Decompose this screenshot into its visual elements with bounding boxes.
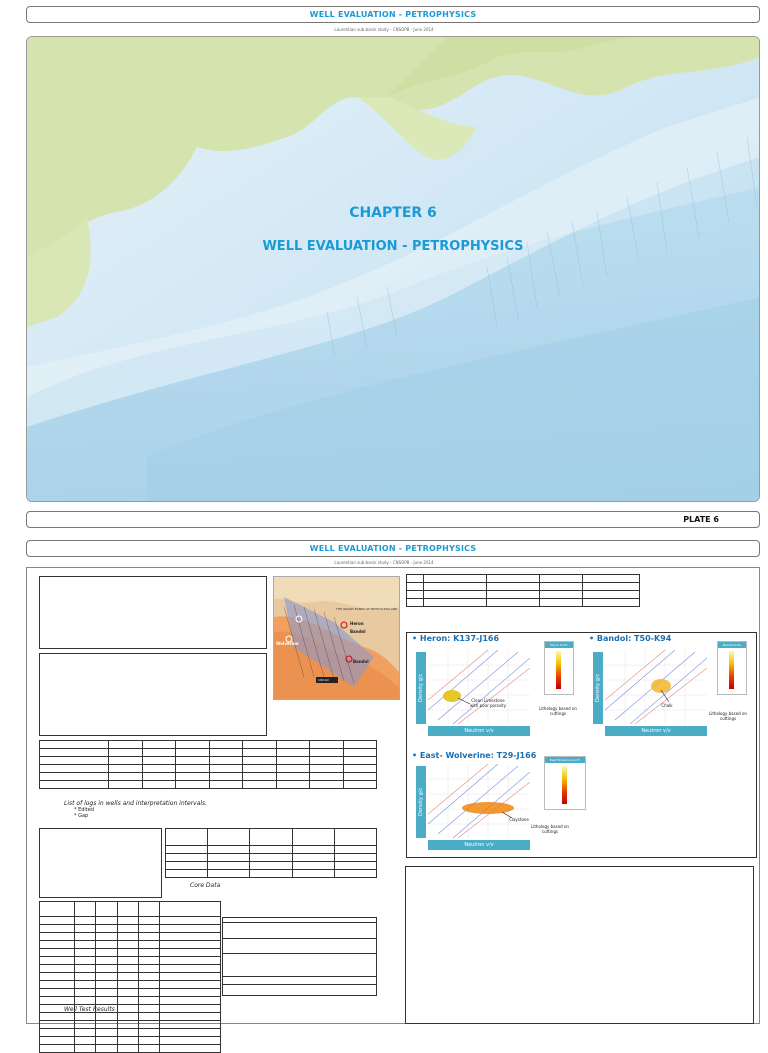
crossplot-wolverine-legend-title: East Wolverine G-37 [545,757,585,763]
table-row [40,997,221,1005]
core-table [165,828,377,878]
cover-map-graphic [27,37,760,502]
plate1-header-title: WELL EVALUATION - PETROPHYSICS [309,10,477,19]
crossplot-heron-cluster [443,690,461,702]
plate1-subtitle: Laurentian sub-basin study - CNSOPB - June 2014 [334,27,434,32]
crossplot-wolverine-note: Lithology based on cuttings [531,824,569,834]
map-place-wolverine: Wolverine [276,641,299,646]
table-row [223,985,377,996]
table-row [40,741,377,749]
table-row [40,933,221,941]
plate2-header-title: WELL EVALUATION - PETROPHYSICS [309,544,477,553]
crossplot-wolverine-title-text: East- Wolverine: T29-J166 [419,751,537,760]
crossplot-bandol-ylabel: Density g/c [593,652,603,724]
crossplot-heron-legend-title: Heron K137 [545,642,573,648]
chapter-title: WELL EVALUATION - PETROPHYSICS [262,239,524,254]
table-row [40,917,221,925]
crossplot-heron-colorbar [556,651,561,689]
core-text-box [39,828,162,898]
logs-note-edited: * Edited [74,807,95,813]
table-row [223,923,377,939]
map-place-heron: Heron [350,621,364,626]
table-row [166,862,377,870]
table-row [166,870,377,878]
crossplot-heron-note: Lithology based on cuttings [539,706,577,716]
core-caption: Core Data [190,882,221,889]
crossplot-bandol-title: • Bandol: T50-K94 [589,634,672,643]
crossplot-heron-annotation: Clean Limestone with poor porosity [469,698,507,708]
logs-note-gap: * Gap [74,813,89,819]
table-row [40,1045,221,1053]
cover-map [26,36,760,502]
crossplot-wolverine-legend [544,756,586,810]
welltest-notes-table [222,917,377,996]
table-row [407,599,640,607]
table-row [407,583,640,591]
table-row [223,939,377,954]
crossplot-bandol-xlabel: Neutron v/v [605,726,707,736]
plate-label-bar [26,511,760,528]
table-row [40,749,377,757]
table-row [40,765,377,773]
crossplot-bandol-title-text: Bandol: T50-K94 [596,634,672,643]
text-box-2 [39,653,267,736]
crossplot-wolverine-colorbar [562,766,567,804]
table-row [40,1029,221,1037]
chapter-number: CHAPTER 6 [349,205,437,221]
table-row [407,575,640,583]
crossplot-wolverine-ylabel: Density g/c [416,766,426,838]
location-map-graphic [274,577,399,699]
crossplot-heron-title: • Heron: K137-J166 [412,634,500,643]
crossplot-heron-xlabel: Neutron v/v [428,726,530,736]
crossplot-wolverine-annotation: Claystone [509,817,529,822]
location-map [273,576,400,700]
table-row [40,989,221,997]
table-row [166,854,377,862]
table-row [40,902,221,917]
crossplot-wolverine-xlabel: Neutron v/v [428,840,530,850]
table-row [40,925,221,933]
map-label: THE GRAND BANKS OF NEWFOUNDLAND [336,607,398,611]
table-row [40,773,377,781]
crossplot-bandol-plot [605,650,707,724]
table-row [40,957,221,965]
map-place-bandol: Bandol [350,629,366,634]
plate1-header [26,6,760,23]
welltest-caption: Well Test Results [64,1006,115,1013]
table-row [40,973,221,981]
table-row [166,829,377,846]
table-row [40,965,221,973]
table-row [40,1013,221,1021]
table-row [40,757,377,765]
top-right-table [406,574,640,607]
crossplot-wolverine-cluster [462,802,514,814]
crossplot-bandol-colorbar [729,651,734,689]
map-scale: 100 km [318,678,330,682]
table-row [40,941,221,949]
table-row [40,1021,221,1029]
welltest-table [39,901,221,1053]
crossplot-bandol-legend [717,641,747,695]
crossplot-heron-ylabel: Density g/c [416,652,426,724]
text-box-bottom-right [405,866,754,1024]
plate-label: PLATE 6 [683,515,719,524]
logs-caption: List of logs in wells and interpretation intervals. [64,800,208,807]
table-row [407,591,640,599]
crossplot-wolverine-plot [428,764,530,838]
crossplot-heron-title-text: Heron: K137-J166 [419,634,500,643]
table-row [40,1037,221,1045]
crossplot-heron-plot [428,650,530,724]
crossplot-bandol-cluster [651,679,671,693]
logs-table [39,740,377,789]
table-row [40,981,221,989]
plate2-header [26,540,760,557]
table-row [40,949,221,957]
text-box-1 [39,576,267,649]
table-row [40,781,377,789]
crossplot-bandol-note: Lithology based on cuttings [709,711,747,721]
crossplot-wolverine-title: • East- Wolverine: T29-J166 [412,751,537,760]
map-place-bandol-2: Bandol [353,659,369,664]
crossplot-bandol-annotation: Chalk [661,703,673,708]
crossplot-bandol-legend-title: Bandol K-94 [718,642,746,648]
plate2-subtitle: Laurentian sub-basin study - CNSOPB - June 2014 [334,560,434,565]
table-row [223,977,377,985]
table-row [223,954,377,977]
table-row [166,846,377,854]
crossplot-heron-legend [544,641,574,695]
